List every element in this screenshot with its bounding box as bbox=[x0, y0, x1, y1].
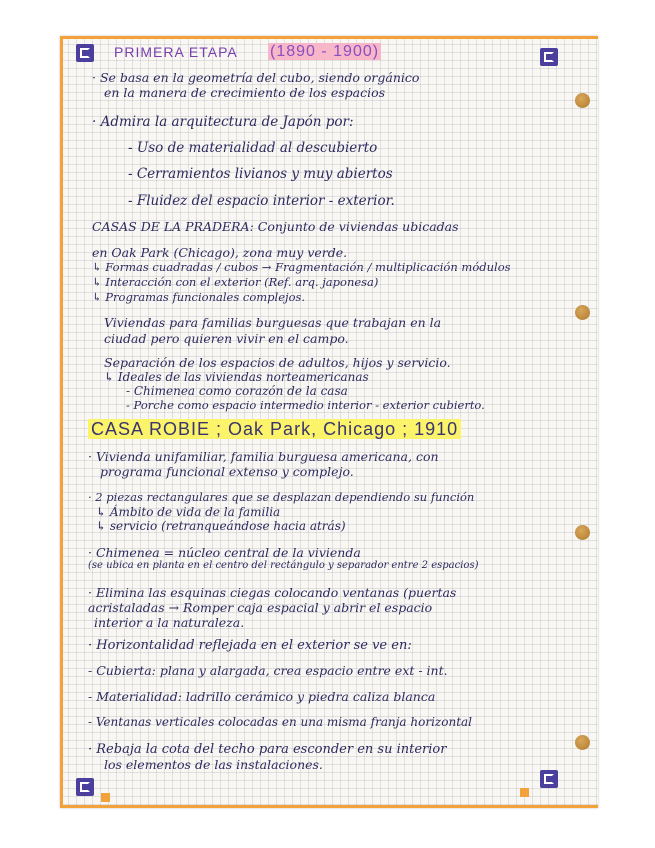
note-line: interior a la naturaleza. bbox=[94, 615, 245, 630]
binder-hole-icon bbox=[575, 305, 590, 320]
orange-square-icon bbox=[101, 793, 110, 802]
page-border-top bbox=[60, 36, 598, 39]
note-line: ↳ Interacción con el exterior (Ref. arq. japonesa) bbox=[92, 275, 379, 289]
note-line: · Rebaja la cota del techo para esconder en su interior bbox=[88, 742, 447, 757]
orange-square-icon bbox=[520, 788, 529, 797]
binder-hole-icon bbox=[575, 735, 590, 750]
binder-hole-icon bbox=[575, 93, 590, 108]
note-line: ↳ Ámbito de vida de la familia bbox=[96, 505, 281, 519]
note-line: programa funcional extenso y complejo. bbox=[100, 464, 354, 479]
note-line: - Ventanas verticales colocadas en una misma franja horizontal bbox=[88, 715, 473, 729]
note-line: · Se basa en la geometría del cubo, siendo orgánico bbox=[92, 70, 420, 85]
note-line: · 2 piezas rectangulares que se desplazan dependiendo su función bbox=[88, 490, 475, 504]
section-title: PRIMERA ETAPA bbox=[114, 44, 238, 60]
section-heading: CASAS DE LA PRADERA: Conjunto de viviendas ubicadas bbox=[92, 219, 459, 234]
notebook-logo-icon bbox=[540, 770, 558, 788]
note-line: ciudad pero quieren vivir en el campo. bbox=[104, 331, 349, 346]
note-line: - Porche como espacio intermedio interior - exterior cubierto. bbox=[126, 398, 485, 412]
casa-robie-heading: CASA ROBIE ; Oak Park, Chicago ; 1910 bbox=[88, 419, 461, 440]
note-line: ↳ servicio (retranqueándose hacia atrás) bbox=[96, 519, 346, 533]
note-line: Separación de los espacios de adultos, hijos y servicio. bbox=[104, 355, 451, 370]
note-line: acristaladas → Romper caja espacial y abrir el espacio bbox=[88, 600, 433, 615]
note-line: · Horizontalidad reflejada en el exterior se ve en: bbox=[88, 638, 412, 653]
page-border-left bbox=[60, 36, 63, 808]
note-line: · Chimenea = núcleo central de la vivienda bbox=[88, 545, 361, 560]
note-line: ↳ Ideales de las viviendas norteamericanas bbox=[104, 370, 369, 384]
note-line: Viviendas para familias burguesas que trabajan en la bbox=[104, 315, 442, 330]
note-line: - Uso de materialidad al descubierto bbox=[128, 140, 378, 156]
note-line: los elementos de las instalaciones. bbox=[104, 757, 323, 772]
note-line: ↳ Programas funcionales complejos. bbox=[92, 290, 306, 304]
page-border-bottom bbox=[60, 805, 598, 808]
note-line: - Cubierta: plana y alargada, crea espacio entre ext - int. bbox=[88, 663, 448, 678]
note-line: · Admira la arquitectura de Japón por: bbox=[92, 114, 354, 130]
note-line: - Fluidez del espacio interior - exterior. bbox=[128, 193, 395, 209]
note-line: en la manera de crecimiento de los espacios bbox=[104, 85, 386, 100]
notebook-logo-icon bbox=[540, 48, 558, 66]
note-line: en Oak Park (Chicago), zona muy verde. bbox=[92, 245, 348, 260]
notebook-logo-icon bbox=[76, 44, 94, 62]
notebook-logo-icon bbox=[76, 778, 94, 796]
note-line: (se ubica en planta en el centro del rectángulo y separador entre 2 espacios) bbox=[88, 560, 479, 571]
note-line: · Elimina las esquinas ciegas colocando ventanas (puertas bbox=[88, 585, 457, 600]
note-line: - Cerramientos livianos y muy abiertos bbox=[128, 166, 393, 182]
note-line: · Vivienda unifamiliar, familia burguesa americana, con bbox=[88, 449, 439, 464]
section-years: (1890 - 1900) bbox=[270, 43, 380, 60]
binder-hole-icon bbox=[575, 525, 590, 540]
note-line: - Chimenea como corazón de la casa bbox=[126, 384, 348, 398]
note-line: - Materialidad: ladrillo cerámico y piedra caliza blanca bbox=[88, 689, 436, 704]
note-line: ↳ Formas cuadradas / cubos → Fragmentación / multiplicación módulos bbox=[92, 260, 511, 274]
